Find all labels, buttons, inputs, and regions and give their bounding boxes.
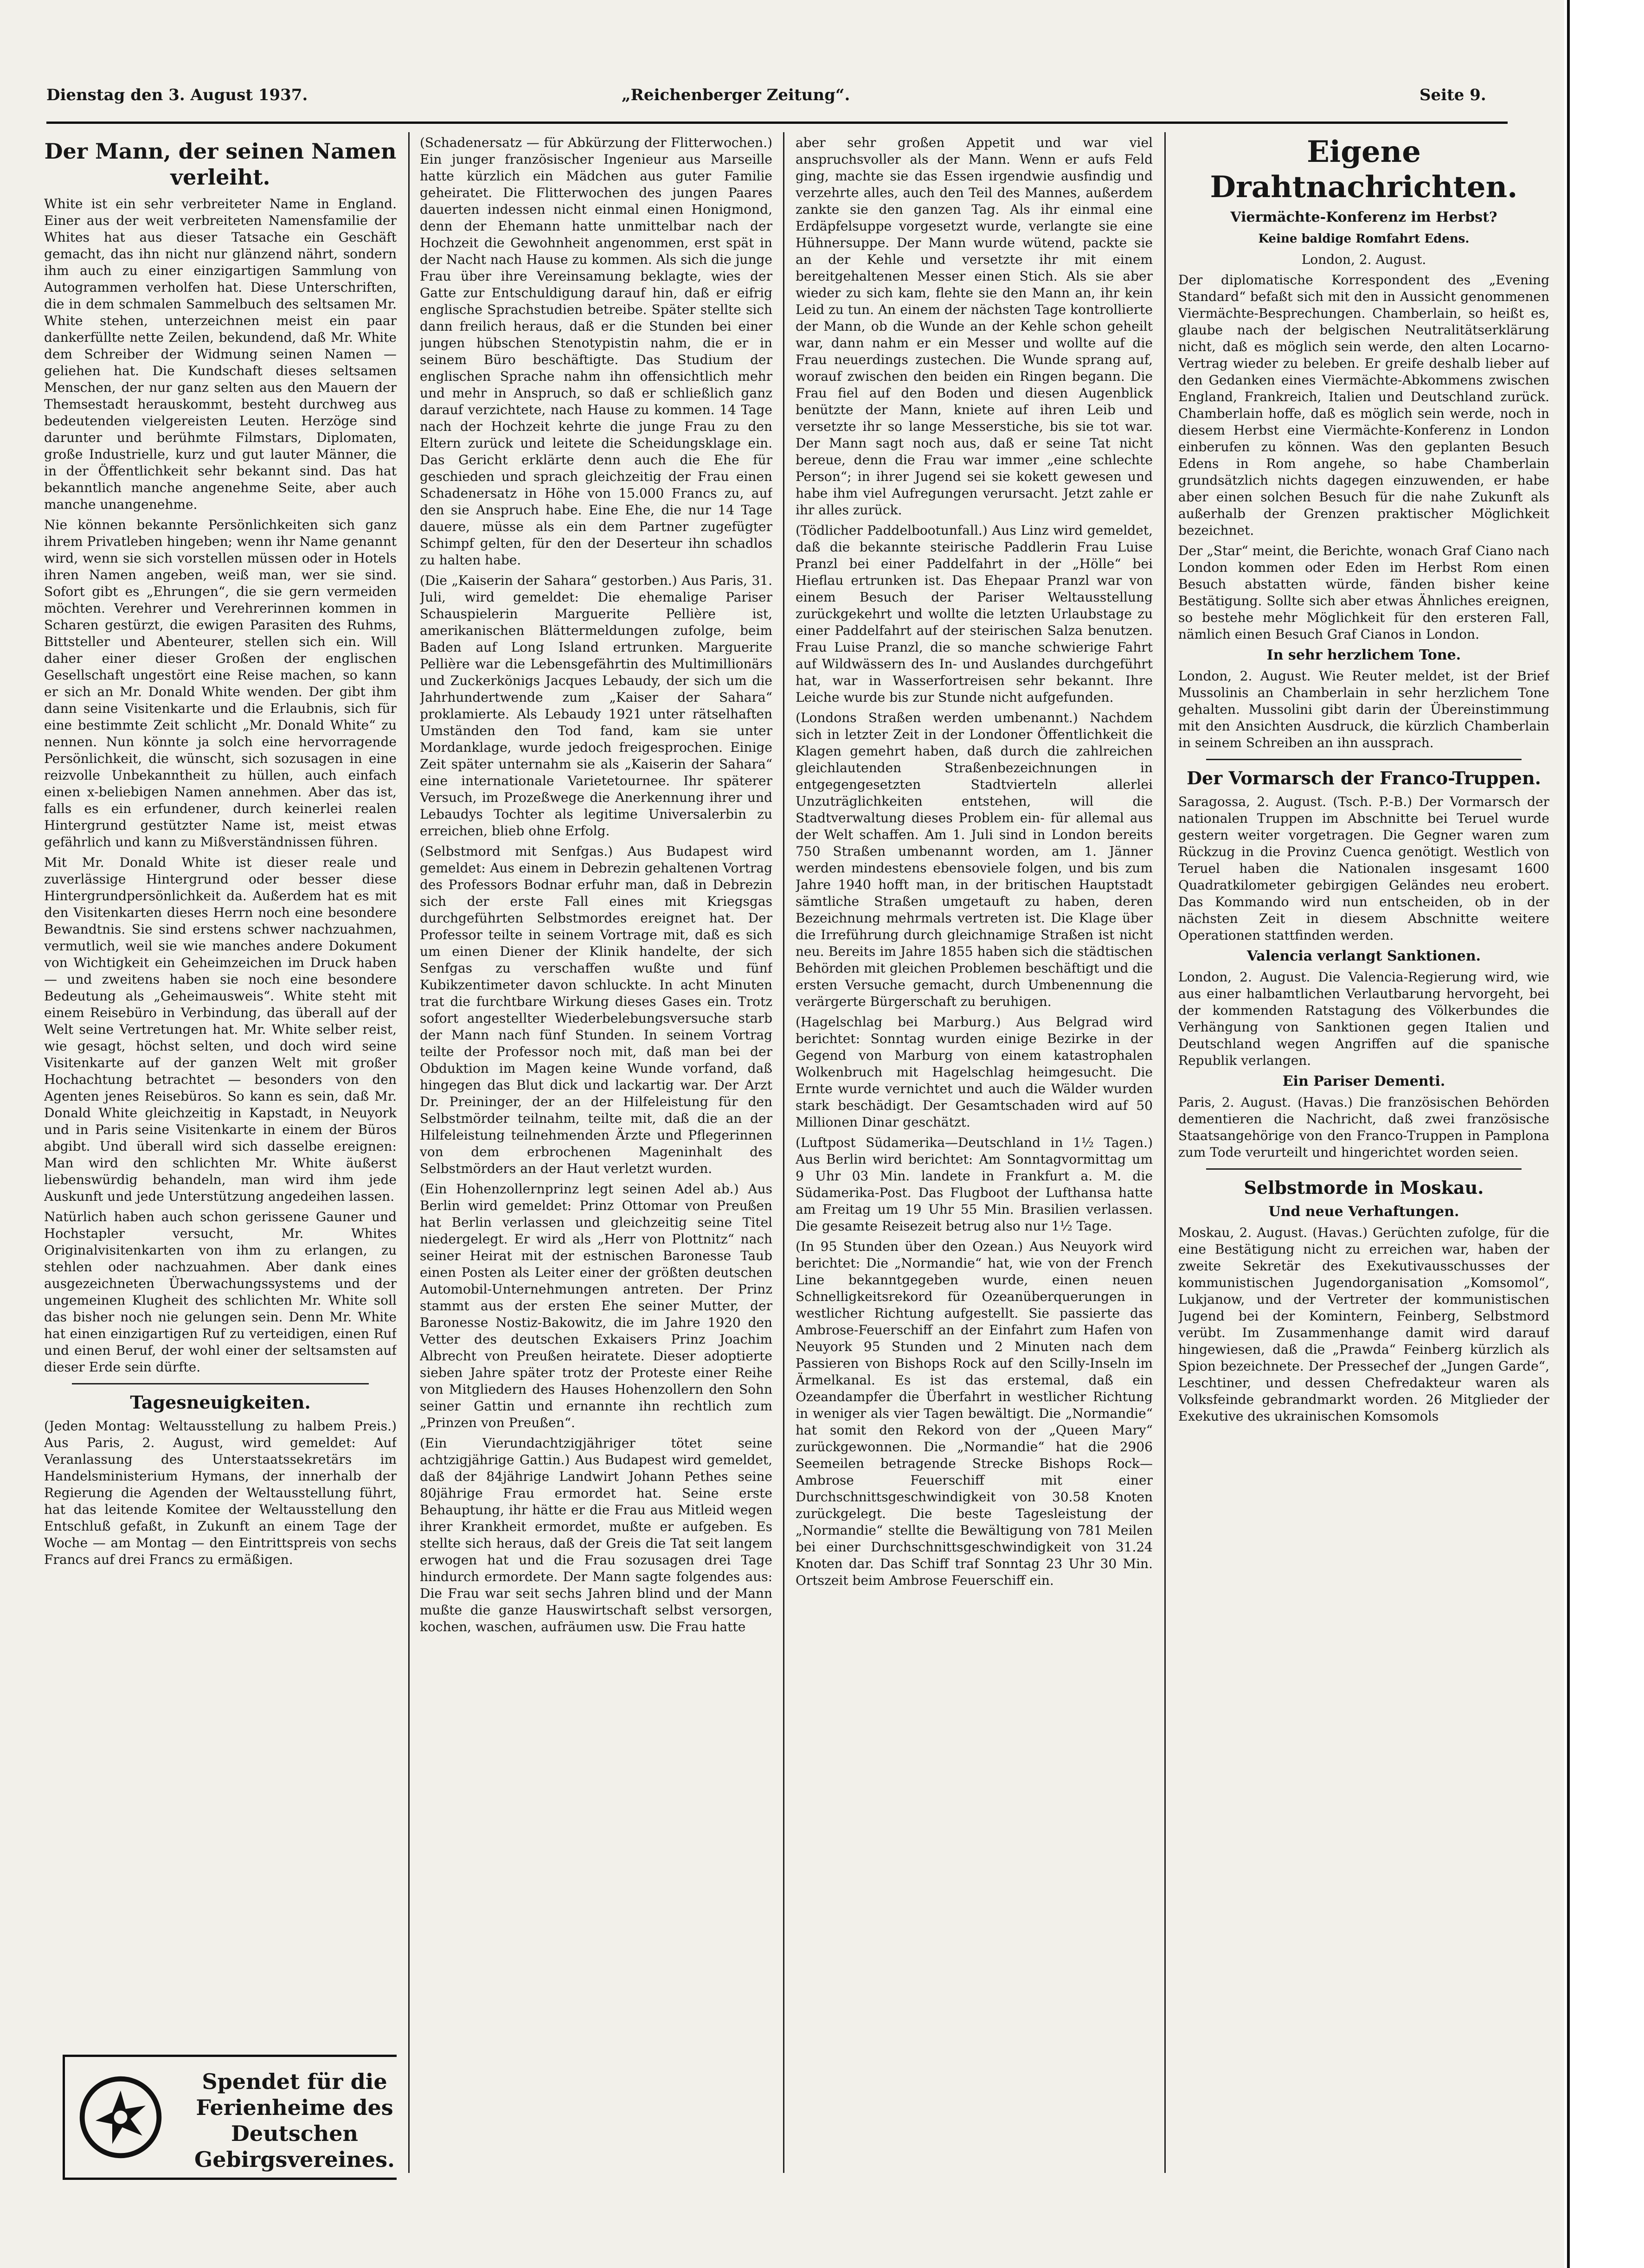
header-date: Dienstag den 3. August 1937. [46, 86, 308, 104]
column-rule [783, 132, 784, 2173]
article-headline: Ein Pariser Dementi. [1282, 1073, 1445, 1089]
column-rule [1164, 132, 1166, 2173]
scan-margin [1564, 0, 1644, 2268]
article-paragraph: Moskau, 2. August. (Havas.) Gerüchten zufolge, für die eine Bestätigung nicht zu erreichen war, haben der zweite Sekretär des Exekutivausschusses der kommunistischen Jugendorganisation „Komsomol“, Lukjanow, und der Vertreter der kommunistischen Jugend bei der Komintern, Feinberg, Selbstmord verübt. Im Zusammenhange damit wird darauf hingewiesen, daß die „Prawda“ Feinberg kürzlich als Spion bezeichnete. Der Pressechef der „Jungen Garde“, Leschtiner, und dessen Chefredakteur waren als Volksfeinde gebrandmarkt worden. 26 Mitglieder der Exekutive des ukrainischen Komsomols [1178, 1225, 1549, 1424]
article-subheadline: Keine baldige Romfahrt Edens. [1258, 232, 1470, 246]
article-paragraph: (Hagelschlag bei Marburg.) Aus Belgrad wird berichtet: Sonntag wurden einige Bezirke in der Gegend von Marburg von einem katastrophalen Wolkenbruch mit Hagelschlag heimgesucht. Die Ernte wurde vernichtet und auch die Wälder wurden stark beschädigt. Der Gesamtschaden wird auf 50 Millionen Dinar geschätzt. [796, 1014, 1153, 1130]
advertisement-text: Spendet für die Ferienheime des Deutschen Gebirgsvereines. [194, 2069, 395, 2172]
header-rule [46, 122, 1508, 124]
scan-border [1567, 0, 1570, 2268]
article-paragraph: London, 2. August. Die Valencia-Regierung wird, wie aus einer halbamtlichen Verlautbarung hervorgeht, bei der kommenden Ratstagung des Völkerbundes die Verhängung von Sanktionen gegen Italien und Deutschland wegen Angriffen auf die spanische Republik verlangen. [1178, 969, 1549, 1068]
article-paragraph: (Die „Kaiserin der Sahara“ gestorben.) Aus Paris, 31. Juli, wird gemeldet: Die ehemalige Pariser Schauspielerin Marguerite Pellière ist, amerikanischen Blättermeldungen zufolge, beim Baden auf Long Island ertrunken. Marguerite Pellière war die Lebensgefährtin des Multimillionärs und Zuckerkönigs Jacques Lebaudy, der sich um die Jahrhundertwende zum „Kaiser der Sahara“ proklamierte. Als Lebaudy 1921 unter rätselhaften Umständen den Tod fand, kam sie unter Mordanklage, wurde jedoch freigesprochen. Einige Zeit später unternahm sie als „Kaiserin der Sahara“ eine internationale Varietetournee. Ihr späterer Versuch, im Prozeßwege die Anerkennung ihrer und Lebaudys Tochter als legitime Universalerbin zu erreichen, blieb ohne Erfolg. [420, 573, 772, 839]
article-headline: Der Vormarsch der Franco-Truppen. [1187, 768, 1541, 788]
article-paragraph: (In 95 Stunden über den Ozean.) Aus Neuyork wird berichtet: Die „Normandie“ hat, wie von der French Line bekanntgegeben wurde, einen neuen Schnelligkeitsrekord für Ozeanüberquerungen in westlicher Richtung aufgestellt. Sie passierte das Ambrose-Feuerschiff an der Einfahrt zum Hafen von Neuyork 95 Stunden und 2 Minuten nach dem Passieren von Bishops Rock auf den Scilly-Inseln im Ärmelkanal. Es ist das erstemal, daß ein Ozeandampfer die Überfahrt in westlicher Richtung in weniger als vier Tagen bewältigt. Die „Normandie“ hat somit den Rekord von der „Queen Mary“ zurückgewonnen. Die „Normandie“ hat die 2906 Seemeilen betragende Strecke Bishops Rock—Ambrose Feuerschiff mit einer Durchschnittsgeschwindigkeit von 30.58 Knoten zurückgelegt. Die beste Tagesleistung der „Normandie“ stellte die Bewältigung von 781 Meilen bei einer Durchschnittsgeschwindigkeit von 31.24 Knoten dar. Das Schiff traf Sonntag 23 Uhr 30 Min. Ortszeit beim Ambrose Feuerschiff ein. [796, 1239, 1153, 1588]
article-subheadline: Und neue Verhaftungen. [1268, 1204, 1459, 1220]
section-divider [1206, 1168, 1522, 1170]
column-1 [44, 135, 397, 2198]
article-paragraph: Saragossa, 2. August. (Tsch. P.-B.) Der Vormarsch der nationalen Truppen im Abschnitte bei Teruel wurde gestern weiter vorgetragen. Die Gegner waren zum Rückzug in die Provinz Cuenca genötigt. Westlich von Teruel haben die Nationalen insgesamt 1600 Quadratkilometer gebirgigen Geländes neu erobert. Das Kommando wird nun entscheiden, ob in der nächsten Zeit in diesem Abschnitte weitere Operationen stattfinden werden. [1178, 794, 1549, 943]
article-paragraph: (Ein Hohenzollernprinz legt seinen Adel ab.) Aus Berlin wird gemeldet: Prinz Ottomar von Preußen hat Berlin verlassen und gleichzeitig seine Titel niedergelegt. Er wird als „Herr von Plottnitz“ nach seiner Heirat mit der estnischen Baronesse Taub einen Posten als Leiter einer der größten deutschen Automobil-Unternehmungen antreten. Der Prinz stammt aus der ersten Ehe seiner Mutter, der Baronesse Nostiz-Bakowitz, die im Jahre 1920 den Vetter des deutschen Exkaisers Prinz Joachim Albrecht von Preußen heiratete. Dieser adoptierte sieben Jahre später trotz der Proteste einer Reihe von Mitgliedern des Hauses Hohenzollern den Sohn seiner Gattin und ernannte ihn rechtlich zum „Prinzen von Preußen“. [420, 1181, 772, 1430]
edelweiss-emblem-icon [79, 2076, 162, 2159]
column-rule [408, 132, 410, 2173]
article-paragraph: London, 2. August. Wie Reuter meldet, ist der Brief Mussolinis an Chamberlain in sehr herzlichem Tone gehalten. Mussolini gibt darin der Übereinstimmung mit den Ansichten Ausdruck, die kürzlich Chamberlain in seinem Schreiben an ihn aussprach. [1178, 668, 1549, 750]
section-divider [1206, 759, 1522, 760]
article-paragraph: (Londons Straßen werden umbenannt.) Nachdem sich in letzter Zeit in der Londoner Öffentlichkeit die Klagen gemehrt haben, daß durch die zahlreichen gleichlautenden Straßenbezeichnungen in entgegengesetzten Stadtvierteln allerlei Unzuträglichkeiten entstehen, will die Stadtverwaltung dieses Problem ein- für allemal aus der Welt schaffen. Am 1. Juli sind in London bereits 750 Straßen umbenannt worden, am 1. Jänner werden mindestens ebensoviele folgen, und bis zum Jahre 1940 hofft man, in der britischen Hauptstadt sämtliche Straßen umgetauft zu haben, deren Bezeichnung mehrmals vertreten ist. Die Klage über die Irreführung durch gleichnamige Straßen ist nicht neu. Bereits im Jahre 1855 haben sich die städtischen Behörden mit gleichen Problemen beschäftigt und die ersten Versuche gemacht, durch Umbenennung die verärgerte Bürgerschaft zu beruhigen. [796, 710, 1153, 1009]
section-divider [72, 1383, 369, 1384]
article-headline: In sehr herzlichem Tone. [1266, 647, 1461, 663]
article-paragraph: Paris, 2. August. (Havas.) Die französischen Behörden dementieren die Nachricht, daß zwei französische Staatsangehörige von den Franco-Truppen in Pamplona zum Tode verurteilt und hingerichtet worden seien. [1178, 1095, 1549, 1160]
column-2 [420, 135, 772, 2198]
article-paragraph: Natürlich haben auch schon gerissene Gauner und Hochstapler versucht, Mr. Whites Originalvisitenkarten von ihm zu erlangen, zu stehlen oder nachzuahmen. Aber dank eines ausgezeichneten Überwachungssystems und der ungemeinen Klugheit des schlichten Mr. White soll das bisher noch nie gelungen sein. Denn Mr. White hat einen einzigartigen Ruf zu verteidigen, einen Ruf und einen Beruf, der wohl einer der seltsamsten auf dieser Erde sein dürfte. [44, 1209, 397, 1375]
article-paragraph: (Luftpost Südamerika—Deutschland in 1½ Tagen.) Aus Berlin wird berichtet: Am Sonntagvormittag um 9 Uhr 03 Min. landete in Frankfurt a. M. die Südamerika-Post. Das Flugboot der Lufthansa hatte am Freitag um 19 Uhr 55 Min. Brasilien verlassen. Die gesamte Reisezeit betrug also nur 1½ Tage. [796, 1135, 1153, 1234]
article-paragraph: (Schadenersatz — für Abkürzung der Flitterwochen.) Ein junger französischer Ingenieur aus Marseille hatte kürzlich ein Mädchen aus guter Familie geheiratet. Die Flitterwochen des jungen Paares dauerten indessen nicht einmal einen Honigmond, denn der Ehemann hatte unmittelbar nach der Hochzeit die Gewohnheit angenommen, erst spät in der Nacht nach Hause zu kommen. Als sich die junge Frau über ihre Vereinsamung beklagte, wies der Gatte zur Entschuldigung darauf hin, daß er eifrig englische Sprachstudien betreibe. Später stellte sich dann freilich heraus, daß er die Stunden bei einer jungen hübschen Stenotypistin nahm, die er in seinem Büro beschäftigte. Das Studium der englischen Sprache nahm ihn offensichtlich mehr und mehr in Anspruch, so daß er schließlich ganz darauf verzichtete, nach Hause zu kommen. 14 Tage nach der Hochzeit kehrte die junge Frau zu den Eltern zurück und leitete die Scheidungsklage ein. Das Gericht erklärte denn auch die Ehe für geschieden und sprach gleichzeitig der Frau einen Schadenersatz in Höhe von 15.000 Francs zu, auf den sie Anspruch habe. Eine Ehe, die nur 14 Tage dauere, müsse als ein dem Partner zugefügter Schimpf gelten, für den der Deserteur ihn schadlos zu halten habe. [420, 135, 772, 568]
article-paragraph: Der „Star“ meint, die Berichte, wonach Graf Ciano nach London kommen oder Eden im Herbst Rom einen Besuch abstatten würde, fänden bisher keine Bestätigung. Sollte sich aber etwas Ähnliches ereignen, so bestehe mehr Möglichkeit für den ersteren Fall, nämlich einen Besuch Graf Cianos in London. [1178, 543, 1549, 642]
article-paragraph: White ist ein sehr verbreiteter Name in England. Einer aus der weit verbreiteten Namensfamilie der Whites hat aus dieser Tatsache ein Geschäft gemacht, das ihn nicht nur glänzend nährt, sondern ihm auch zu einer einzigartigen Sammlung von Autogrammen verholfen hat. Diese Unterschriften, die in dem schmalen Sammelbuch des seltsamen Mr. White stehen, unterzeichnen meist ein paar dankerfüllte nette Zeilen, bekundend, daß Mr. White dem Schreiber der Widmung seinen Namen — geliehen hat. Die Kundschaft dieses seltsamen Menschen, der nur ganz selten aus den Mauern der Themsestadt herauskommt, besteht durchweg aus bedeutenden vielgereisten Leuten. Herzöge sind darunter und berühmte Filmstars, Diplomaten, große Industrielle, kurz und gut lauter Männer, die in der Öffentlichkeit sehr bekannt sind. Das hat bekanntlich manche angenehme Seite, aber auch manche unangenehme. [44, 196, 397, 512]
dateline: London, 2. August. [1301, 252, 1426, 267]
article-paragraph: (Ein Vierundachtzigjähriger tötet seine achtzigjährige Gattin.) Aus Budapest wird gemeldet, daß der 84jährige Landwirt Johann Pethes seine 80jährige Frau ermordet hat. Seine erste Behauptung, ihr hätte er die Frau aus Mitleid wegen ihrer Krankheit ermordet, mußte er aufgeben. Es stellte sich heraus, daß der Greis die Tat seit langem erwogen hat und die Frau sozusagen drei Tage hindurch ermordete. Der Mann sagte folgendes aus: Die Frau war seit sechs Jahren blind und der Mann mußte die ganze Hauswirtschaft selbst versorgen, kochen, waschen, aufräumen usw. Die Frau hatte [420, 1435, 772, 1634]
article-paragraph: (Jeden Montag: Weltausstellung zu halbem Preis.) Aus Paris, 2. August, wird gemeldet: Auf Veranlassung des Unterstaatssekretärs im Handelsministerium Hymans, der innerhalb der Regierung die Agenden der Weltausstellung führt, hat das leitende Komitee der Weltausstellung den Entschluß gefaßt, in Zukunft an einem Tage der Woche — am Montag — den Eintrittspreis von sechs Francs auf drei Francs zu ermäßigen. [44, 1418, 397, 1567]
column-3 [796, 135, 1153, 2198]
column-4 [1178, 135, 1549, 2198]
advertisement-box [63, 2055, 397, 2180]
article-paragraph: Der diplomatische Korrespondent des „Evening Standard“ befaßt sich mit den in Aussicht genommenen Viermächte-Besprechungen. Chamberlain, so heißt es, glaube nach der belgischen Neutralitätserklärung nicht, daß es möglich sein werde, den alten Locarno-Vertrag wieder zu beleben. Er greife deshalb lieber auf den Gedanken eines Viermächte-Abkommens zwischen England, Frankreich, Italien und Deutschland zurück. Chamberlain hoffe, daß es möglich sein werde, noch in diesem Herbst eine Viermächte-Konferenz in London einberufen zu können. Was den geplanten Besuch Edens in Rom angehe, so habe Chamberlain grundsätzlich nichts dagegen einzuwenden, er habe aber einen solchen Besuch für die nahe Zukunft als außerhalb der Grenzen praktischer Möglichkeit bezeichnet. [1178, 272, 1549, 538]
section-masthead: Eigene Drahtnachrichten. [1210, 135, 1518, 205]
article-paragraph: (Selbstmord mit Senfgas.) Aus Budapest wird gemeldet: Aus einem in Debrezin gehaltenen Vortrag des Professors Bodnar erfuhr man, daß in Debrezin sich der erste Fall eines mit Kriegsgas durchgeführten Selbstmordes ereignet hat. Der Professor teilte in seinem Vortrage mit, daß es sich um einen Diener der Klinik handelte, der sich Senfgas zu verschaffen wußte und fünf Kubikzentimeter davon schluckte. In acht Minuten trat die furchtbare Wirkung dieses Gases ein. Trotz sofort angestellter Wiederbelebungsversuche starb der Mann nach fünf Stunden. In seinem Vortrag teilte der Professor noch mit, daß man bei der Obduktion im Magen keine Wunde vorfand, daß hingegen das Blut dick und lackartig war. Der Arzt Dr. Preininger, der an der Hilfeleistung für den Selbstmörder teilnahm, teilte mit, daß die an der Hilfeleistung teilnehmenden Ärzte und Pflegerinnen von dem erbrochenen Mageninhalt des Selbstmörders an der Haut verletzt wurden. [420, 844, 772, 1176]
article-paragraph: aber sehr großen Appetit und war viel anspruchsvoller als der Mann. Wenn er aufs Feld ging, machte sie das Essen irgendwie ausfindig und verzehrte alles, auch den Teil des Mannes, außerdem zankte sie den ganzen Tag. Als ihr einmal eine Erdäpfelsuppe vorgesetzt wurde, verlangte sie eine Hühnersuppe. Der Mann wurde wütend, packte sie an der Kehle und versetzte ihr mit einem bereitgehaltenen Messer einen Stich. Als sie aber wieder zu sich kam, flehte sie den Mann an, ihr kein Leid zu tun. An einem der nächsten Tage kontrollierte der Mann, ob die Wunde an der Kehle schon geheilt war, dann nahm er ein Messer und wollte auf die Frau neuerdings zustechen. Die Wunde sprang auf, worauf zwischen den beiden ein Ringen begann. Die Frau fiel auf den Boden und diesen Augenblick benützte der Mann, kniete auf ihren Leib und versetzte ihr so lange Messerstiche, bis sie tot war. Der Mann sagt noch aus, daß er seine Tat nicht bereue, denn die Frau war immer „eine schlechte Person“; in ihrer Jugend sei sie kokett gewesen und habe ihm viel Aufregungen verursacht. Jetzt zahle er ihr alles zurück. [796, 135, 1153, 518]
article-paragraph: Nie können bekannte Persönlichkeiten sich ganz ihrem Privatleben hingeben; wenn ihr Name genannt wird, wenn sie sich vorstellen müssen oder in Hotels ihren Namen angeben, weiß man, wer sie sind. Sofort gibt es „Ehrungen“, die sie gern vermeiden möchten. Verehrer und Verehrerinnen kommen in Scharen gestürzt, die ewigen Parasiten des Ruhms, Bittsteller und Abenteurer, stellen sich ein. Will daher einer dieser Großen der englischen Gesellschaft ungestört eine Reise machen, so kann er sich an Mr. Donald White wenden. Der gibt ihm dann seine Visitenkarte und die Erlaubnis, sich für eine bestimmte Zeit schlicht „Mr. Donald White“ zu nennen. Nun könnte ja solch eine hervorragende Persönlichkeit, die wünscht, sich sozusagen in eine reizvolle Unbekanntheit zu hüllen, auch einfach einen x-beliebigen Namen annehmen. Aber das ist, falls es ein erfundener, durch keinerlei realen Hintergrund gestützter Name ist, meist etwas gefährlich und kann zu Mißverständnissen führen. [44, 517, 397, 850]
article-headline: Valencia verlangt Sanktionen. [1246, 948, 1481, 964]
article-paragraph: Mit Mr. Donald White ist dieser reale und zuverlässige Hintergrund oder besser diese Hintergrundpersönlichkeit da. Außerdem hat es mit den Visitenkarten dieses Herrn noch eine besondere Bewandtnis. Sie sind erstens schwer nachzuahmen, vermutlich, weil sie wie manches andere Dokument von Wichtigkeit ein Geheimzeichen im Druck haben — und zweitens haben sie noch eine besondere Bedeutung als „Geheimausweis“. White steht mit einem Reisebüro in Verbindung, das überall auf der Welt seine Vertretungen hat. Mr. White selber reist, wie gesagt, höchst selten, und doch wird seine Visitenkarte auf der ganzen Welt mit großer Hochachtung betrachtet — besonders von den Agenten jenes Reisebüros. So kann es sein, daß Mr. Donald White gleichzeitig in Kapstadt, in Neuyork und in Paris seine Visitenkarte in einem der Büros abgibt. Und überall wird sich dasselbe ereignen: Man wird den schlichten Mr. White äußerst liebenswürdig behandeln, man wird ihm jede Auskunft und jede Unterstützung angedeihen lassen. [44, 855, 397, 1204]
section-headline: Tagesneuigkeiten. [130, 1392, 311, 1413]
header-page-number: Seite 9. [1419, 86, 1486, 104]
article-headline: Viermächte-Konferenz im Herbst? [1230, 209, 1497, 225]
article-headline: Selbstmorde in Moskau. [1244, 1177, 1484, 1198]
header-title: „Reichenberger Zeitung“. [622, 86, 850, 104]
page-header [46, 86, 1508, 114]
article-headline: Der Mann, der seinen Namen verleiht. [44, 139, 397, 190]
article-paragraph: (Tödlicher Paddelbootunfall.) Aus Linz wird gemeldet, daß die bekannte steirische Paddlerin Frau Luise Pranzl bei einer Paddelfahrt in der „Hölle“ bei Hieflau ertrunken ist. Das Ehepaar Pranzl war von einem Besuch der Pariser Weltausstellung zurückgekehrt und wollte die letzten Urlaubstage zu einer Paddelfahrt auf der steirischen Salza benutzen. Frau Luise Pranzl, die so manche schwierige Fahrt auf Wildwässern des In- und Auslandes durchgeführt hat, war in Wasserfortreisen sehr bekannt. Ihre Leiche wurde bis zur Stunde nicht aufgefunden. [796, 523, 1153, 705]
